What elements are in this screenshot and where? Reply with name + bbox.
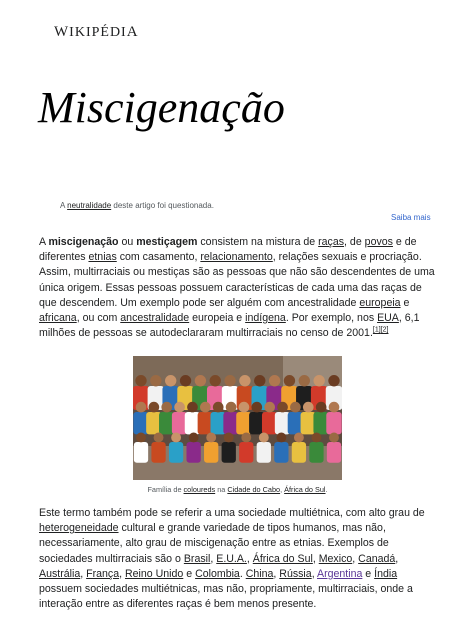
link-franca[interactable]: França (86, 567, 120, 580)
family-photo[interactable] (133, 356, 342, 480)
link-russia[interactable]: Rússia (279, 567, 312, 580)
intro-paragraph: A miscigenação ou mestiçagem consistem na mistura de raças, de povos e de diferentes etnias com casamento, relacionamento, relações sexuais e procriação. Assim, multirraciais ou mestiças são as pessoas que não são descendentes de uma única origem. Essas pessoas possuem características de cada uma das raças de que descendem. Um exemplo pode ser alguém com ancestralidade europeia e africana, ou com ancestralidade europeia e indígena. Por exemplo, nos EUA, 6,1 milhões de pessoas se autodeclararam multirraciais no censo de 2001.[1][2] (39, 236, 435, 340)
link-coloureds[interactable]: coloureds (183, 485, 216, 494)
link-china[interactable]: China (245, 567, 274, 580)
person-head (187, 402, 198, 413)
person-head (313, 375, 324, 386)
second-paragraph: Este termo também pode se referir a uma sociedade multiétnica, com alto grau de heterogeneidade cultural e grande variedade de tipos humanos, mas não, necessariamente, alto grau de miscigenação entre as etnias. Exemplos de sociedades multirraciais são o Brasil, E.U.A., África do Sul, Mexico, Canadá, Austrália, França, Reino Unido e Colombia. China, Rússia, Argentina e Índia possuem sociedades multiétnicas, mas não, propriamente, multirraciais, onde a interação entre as diferentes raças é bem menos presente. (39, 507, 425, 611)
link-canada[interactable]: Canadá (358, 552, 396, 565)
person-head (328, 375, 339, 386)
link-indigena[interactable]: indígena (245, 312, 286, 325)
person-head (303, 402, 314, 413)
person-head (149, 402, 160, 413)
person-body (292, 442, 306, 463)
person-head (312, 433, 322, 443)
person-head (150, 375, 161, 386)
person-head (180, 375, 191, 386)
link-reino-unido[interactable]: Reino Unido (124, 567, 184, 580)
link-ancestralidade[interactable]: ancestralidade (120, 312, 190, 325)
photo-caption: Família de coloureds na Cidade do Cabo, África do Sul. (147, 485, 328, 494)
wikipedia-logo[interactable]: WIKIPÉDIA (54, 24, 139, 40)
person-head (241, 433, 251, 443)
person-head (276, 433, 286, 443)
link-mexico[interactable]: Mexico (318, 552, 353, 565)
person-head (161, 402, 172, 413)
person-head (195, 375, 206, 386)
page-title: Miscigenação (38, 83, 285, 132)
link-racas[interactable]: raças (318, 236, 345, 248)
link-europeia[interactable]: europeia (359, 296, 401, 309)
link-eua[interactable]: EUA (377, 312, 399, 325)
person-head (200, 402, 211, 413)
person-body (239, 442, 253, 463)
person-head (136, 402, 147, 413)
person-head (284, 375, 295, 386)
person-head (264, 402, 275, 413)
person-head (224, 433, 234, 443)
person-head (277, 402, 288, 413)
person-head (224, 375, 235, 386)
link-argentina[interactable]: Argentina (317, 567, 363, 580)
saiba-mais-link[interactable]: Saiba mais (391, 213, 431, 222)
person-body (309, 442, 323, 463)
person-head (135, 375, 146, 386)
link-cidade-do-cabo[interactable]: Cidade do Cabo (227, 485, 281, 494)
ref-2[interactable]: [2] (380, 326, 389, 334)
person-body (222, 442, 236, 463)
person-head (299, 375, 310, 386)
neutralidade-link[interactable]: neutralidade (67, 201, 112, 210)
person-head (254, 375, 265, 386)
person-body (257, 442, 271, 463)
person-head (316, 402, 327, 413)
person-head (239, 375, 250, 386)
neutrality-notice: A neutralidade deste artigo foi questionada. (60, 201, 214, 210)
ref-1[interactable]: [1] (372, 326, 381, 334)
link-eua-2[interactable]: E.U.A. (216, 552, 247, 565)
person-body (151, 442, 165, 463)
person-head (213, 402, 224, 413)
link-heterogeneidade[interactable]: heterogeneidade (39, 522, 119, 535)
person-head (154, 433, 164, 443)
person-body (326, 412, 341, 434)
link-india[interactable]: Índia (374, 567, 398, 580)
link-africa-do-sul-2[interactable]: África do Sul (252, 552, 313, 565)
person-head (171, 433, 181, 443)
link-povos[interactable]: povos (364, 236, 393, 248)
link-etnias[interactable]: etnias (88, 251, 117, 264)
person-head (259, 433, 269, 443)
person-head (251, 402, 262, 413)
person-body (186, 442, 200, 463)
link-relacionamento[interactable]: relacionamento (200, 251, 273, 264)
person-head (329, 433, 339, 443)
person-head (210, 375, 221, 386)
person-head (329, 402, 340, 413)
link-brasil[interactable]: Brasil (183, 552, 211, 565)
person-head (290, 402, 301, 413)
link-australia[interactable]: Austrália (39, 567, 81, 580)
person-head (206, 433, 216, 443)
person-head (189, 433, 199, 443)
person-head (269, 375, 280, 386)
link-africana[interactable]: africana (39, 312, 77, 325)
link-colombia[interactable]: Colombia (195, 567, 240, 580)
person-body (204, 442, 218, 463)
person-head (165, 375, 176, 386)
person-head (226, 402, 237, 413)
person-body (169, 442, 183, 463)
link-africa-do-sul[interactable]: África do Sul (284, 485, 326, 494)
person-head (239, 402, 250, 413)
person-body (327, 442, 341, 463)
person-body (134, 442, 148, 463)
person-head (174, 402, 185, 413)
person-body (274, 442, 288, 463)
person-head (294, 433, 304, 443)
person-head (136, 433, 146, 443)
photo-image (133, 356, 342, 480)
